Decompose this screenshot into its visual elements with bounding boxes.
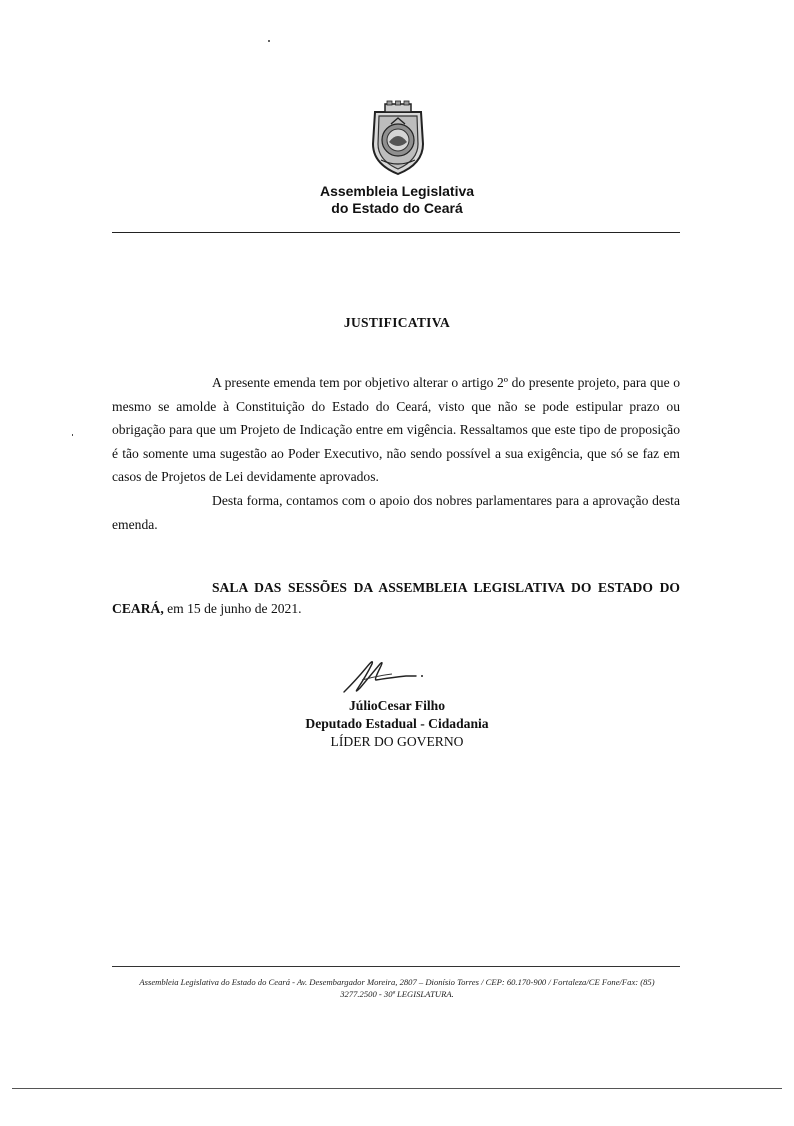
institution-name-line2: do Estado do Ceará xyxy=(331,200,463,216)
document-heading: JUSTIFICATIVA xyxy=(343,315,451,330)
footer-divider xyxy=(112,966,680,967)
closing-session-location: SALA DAS SESSÕES DA ASSEMBLEIA LEGISLATIVA DO ESTADO DO CEARÁ, xyxy=(112,580,680,616)
page-bottom-rule xyxy=(12,1088,782,1089)
handwritten-signature xyxy=(336,654,426,698)
signer-name: JúlioCesar Filho xyxy=(348,698,446,713)
justification-paragraph-2: Desta forma, contamos com o apoio dos nobres parlamentares para a aprovação desta emenda. xyxy=(112,493,680,532)
header-divider xyxy=(112,232,680,233)
institution-name-line1: Assembleia Legislativa xyxy=(319,183,475,199)
closing-statement xyxy=(112,577,680,619)
justification-paragraph-1: A presente emenda tem por objetivo alterar o artigo 2º do presente projeto, para que o mesmo se amolde à Constituição do Estado do Ceará, visto que não se pode estipular prazo ou obrigação para que um Projeto de Indicação entre em vigência. Ressaltamos que este tipo de proposição é tão somente uma sugestão ao Poder Executivo, não sendo possível a sua exigência, que só se faz em casos de Projetos de Lei devidamente aprovados. xyxy=(112,375,680,484)
signer-title: LÍDER DO GOVERNO xyxy=(330,734,464,749)
scan-speck xyxy=(72,434,73,436)
scan-speck xyxy=(268,40,270,42)
state-coat-of-arms-icon xyxy=(367,100,429,178)
closing-date: em 15 de junho de 2021. xyxy=(163,601,302,616)
signer-role: Deputado Estadual - Cidadania xyxy=(305,716,489,731)
footer-address-line2: 3277.2500 - 30ª LEGISLATURA. xyxy=(340,989,454,999)
footer-address-line1: Assembleia Legislativa do Estado do Ceará - Av. Desembargador Moreira, 2807 – Dionísio Torres / CEP: 60.170-900 / Fortaleza/CE Fone/Fax: (85) xyxy=(139,977,655,987)
